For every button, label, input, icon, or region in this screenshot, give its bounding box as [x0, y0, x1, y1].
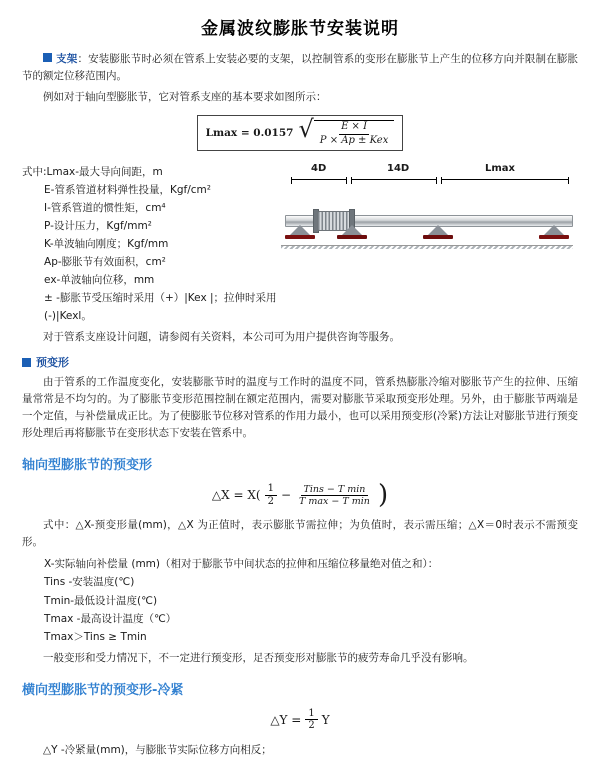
subsection-axial-closing: 一般变形和受力情况下，不一定进行预变形，足否预变形对膨胀节的疲劳寿命几乎没有影响。 — [43, 651, 474, 664]
section-support-para1: 安装膨胀节时必须在管系上安装必要的支架，以控制管系的变形在膨胀节上产生的位移方向并限制在膨胀节的额定位移范围内。 — [22, 53, 579, 82]
definition-item: Tmax＞Tins ≥ Tmin — [44, 630, 147, 643]
equation-axial-container — [22, 480, 578, 511]
subsection-lateral-note: △Y -冷紧量(mm)，与膨胀节实际位移方向相反； — [43, 743, 272, 756]
ground-hatch-icon — [281, 245, 573, 249]
formula-lmax-container — [22, 115, 578, 151]
equation-axial-fraction — [296, 484, 373, 508]
diagram-label-4d: 4D — [311, 163, 327, 174]
subsection-axial-note: 式中：△X-预变形量(mm)，△X 为正值时，表示膨胀节需拉伸；为负值时，表示需压缩；△X＝0时表示不需预变形。 — [22, 519, 578, 549]
equation-lateral-half — [305, 708, 317, 732]
axial-definition-list — [22, 555, 578, 645]
dimension-line-lmax — [441, 179, 569, 180]
equation-lateral-lhs: △Y = — [270, 712, 302, 727]
section-support-heading: 支架 — [56, 53, 78, 65]
definition-item: ± -膨胀节受压缩时采用（+）|Kex |；拉伸时采用(-)|Kexl。 — [44, 292, 277, 323]
dimension-line-14d — [351, 179, 437, 180]
definition-item: Tins -安装温度(℃) — [44, 576, 135, 589]
guide-support-icon — [423, 225, 453, 241]
document-content — [0, 51, 600, 759]
subsection-axial-title: 轴向型膨胀节的预变形 — [22, 458, 153, 474]
definition-item: 式中:Lmax-最大导向间距，m — [22, 166, 163, 178]
section-predeform-heading: 预变形 — [36, 356, 69, 370]
equation-axial-half-denominator: 2 — [267, 495, 274, 507]
definitions-and-diagram — [22, 159, 578, 329]
bullet-square-icon — [22, 358, 31, 367]
section-predeform-heading-row — [22, 354, 578, 370]
equation-lateral — [270, 708, 329, 732]
equation-axial-minus: − — [280, 488, 292, 503]
equation-axial-half-numerator: 1 — [265, 483, 277, 496]
formula-lmax-lhs: Lmax = 0.0157 — [205, 127, 294, 139]
dimension-line-4d — [291, 179, 347, 180]
bullet-square-icon — [43, 53, 52, 62]
diagram-label-lmax: Lmax — [485, 163, 515, 174]
equation-axial-rhs: ) — [377, 480, 389, 511]
definition-item: Tmin-最低设计温度(℃) — [44, 594, 158, 607]
diagram-label-14d: 14D — [387, 163, 410, 174]
equation-lateral-half-denominator: 2 — [308, 720, 315, 732]
sqrt-symbol — [298, 115, 394, 147]
section-support-para2: 例如对于轴向型膨胀节，它对管系支座的基本要求如图所示： — [43, 91, 327, 103]
document-page — [0, 14, 600, 756]
pipe-support-diagram — [277, 163, 572, 268]
definition-item: K-单波轴向刚度；Kgf/mm — [44, 238, 169, 251]
definition-item: ex-单波轴向位移，mm — [44, 274, 155, 287]
subsection-lateral-title: 横向型膨胀节的预变形-冷紧 — [22, 682, 184, 698]
section-support-intro: 支架：安装膨胀节时必须在管系上安装必要的支架，以控制管系的变形在膨胀节上产生的位移方向并限制在膨胀节的额定位移范围内。 — [22, 53, 579, 82]
definition-item: I-管系管道的惯性矩，cm⁴ — [44, 202, 166, 215]
definition-item: X-实际轴向补偿量 (mm)（相对于膨胀节中间状态的拉伸和压缩位移量绝对值之和）： — [44, 558, 439, 571]
equation-axial-half — [265, 483, 277, 507]
equation-axial-frac-numerator: Tins − T min — [301, 484, 369, 496]
page-title: 金属波纹膨胀节安装说明 — [201, 19, 399, 39]
equation-lateral-rhs: Y — [321, 712, 330, 727]
fixed-anchor-icon — [285, 225, 315, 241]
definition-item: Ap-膨胀节有效面积，cm² — [44, 256, 166, 269]
guide-support-icon — [337, 225, 367, 241]
formula-lmax-denominator: P × Ap ± Kex — [319, 134, 389, 146]
equation-lateral-container — [22, 708, 578, 732]
equation-axial-lhs: △X = X( — [211, 488, 261, 503]
formula-lmax-fraction — [314, 120, 395, 147]
definition-item: Tmax -最高设计温度（℃） — [44, 612, 177, 625]
section-support-closing: 对于管系支座设计问题，请参阅有关资料，本公司可为用户提供咨询等服务。 — [43, 331, 400, 344]
formula-lmax — [197, 115, 404, 151]
equation-axial — [211, 480, 389, 511]
equation-lateral-half-numerator: 1 — [305, 708, 317, 721]
definition-item: E-管系管道材料弹性投量，Kgf/cm² — [44, 184, 211, 197]
definition-list — [22, 163, 277, 325]
equation-axial-frac-denominator: T max − T min — [299, 495, 370, 507]
section-predeform-para1: 由于管系的工作温度变化，安装膨胀节时的温度与工作时的温度不同，管系热膨胀冷缩对膨胀节产生的拉伸、压缩量常常是不均匀的。为了膨胀节变形范围控制在额定范围内，需要对膨胀节采取预变形处理。另外，由于膨胀节两端是一个定值，与补偿量成正比。为了使膨胀节位移对管系的作用力最小，也可以采用预变形(冷紧)方法让对膨胀节进行预变形处理后再将膨胀节在变形状态下安装在管系中。 — [22, 376, 578, 440]
fixed-anchor-icon — [539, 225, 569, 241]
formula-lmax-numerator: E × I — [339, 121, 369, 135]
radical-icon: √ — [298, 115, 314, 143]
definition-item: P-设计压力，Kgf/mm² — [44, 220, 152, 233]
